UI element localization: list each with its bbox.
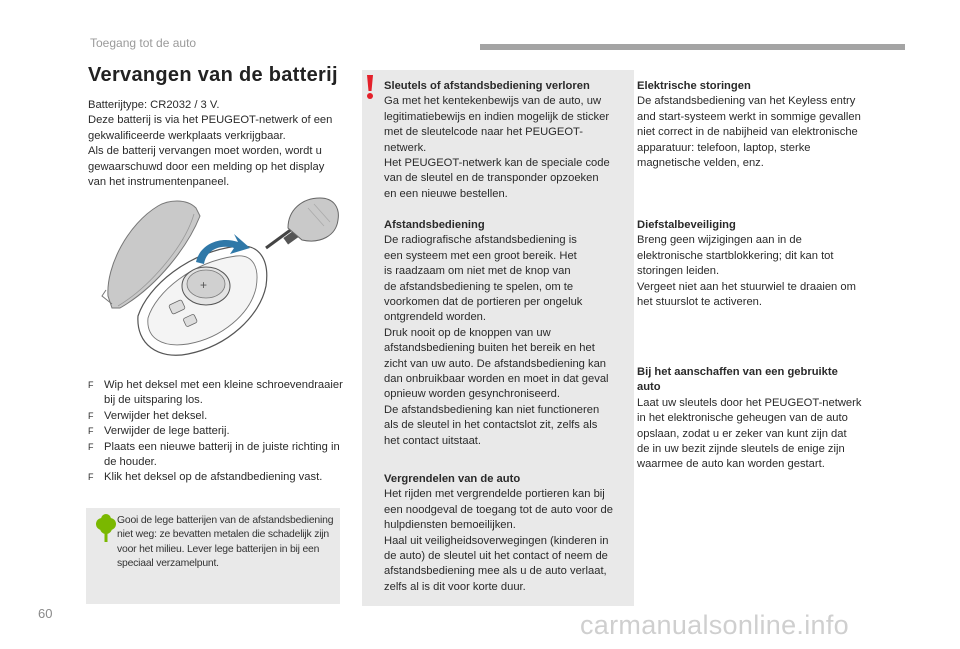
step-text: Verwijder de lege batterij. xyxy=(104,425,230,438)
step-item xyxy=(88,470,350,485)
step-item xyxy=(88,440,350,471)
step-text: Plaats een nieuwe batterij in de juiste richting in de houder. xyxy=(104,440,340,469)
locking-body: Het rijden met vergrendelde portieren kan bij een noodgeval de toegang tot de auto voor de hulpdiensten bemoeilijken. Haal uit veiligheidsoverwegingen (kinderen in de auto) de sleutel uit het contact of neem de afstandsbediening mee als u de auto verlaat, zelfs al is dit voor korte duur. xyxy=(384,488,613,593)
battery-type: Batterijtype: CR2032 / 3 V. xyxy=(88,99,220,111)
lost-keys-section xyxy=(384,79,634,202)
remote-heading: Afstandsbediening xyxy=(384,219,485,231)
header-bar xyxy=(480,44,905,50)
anti-theft-heading: Diefstalbeveiliging xyxy=(637,219,736,231)
step-bullet: F xyxy=(88,441,94,452)
purchase-heading: Bij het aanschaffen van een gebruikte auto xyxy=(637,366,838,394)
step-item xyxy=(88,378,350,409)
electrical-heading: Elektrische storingen xyxy=(637,80,751,92)
replacement-steps xyxy=(88,378,350,486)
section-header: Toegang tot de auto xyxy=(90,36,197,50)
tree-icon xyxy=(94,514,118,544)
battery-warning-text: Als de batterij vervangen moet worden, wordt u gewaarschuwd door een melding op het display van het instrumentenpaneel. xyxy=(88,145,325,189)
locking-section xyxy=(384,472,634,595)
anti-theft-section xyxy=(637,218,887,310)
step-text: Verwijder het deksel. xyxy=(104,409,208,422)
step-bullet: F xyxy=(88,472,94,483)
step-bullet: F xyxy=(88,426,94,437)
lost-keys-body: Ga met het kentekenbewijs van de auto, uw legitimatiebewijs en indien mogelijk de sticker met de sleutelcode naar het PEUGEOT- netwerk. Het PEUGEOT-netwerk kan de speciale code van de sleutel en de transponder opzoeken en een nieuwe bestellen. xyxy=(384,95,610,200)
svg-text:+: + xyxy=(200,278,208,292)
locking-heading: Vergrendelen van de auto xyxy=(384,473,521,485)
remote-body: De radiografische afstandsbediening is een systeem met een groot bereik. Het is raadzaam om niet met de knop van de afstandsbediening te spelen, om te voorkomen dat de portieren per ongeluk ontgrendeld worden. Druk nooit op de knoppen van uw afstandsbediening buiten het bereik en het zicht van uw auto. De afstandsbediening kan dan onbruikbaar worden en moet in dat geval opnieuw worden gesynchroniseerd. De afstandsbediening kan niet functioneren als de sleutel in het contactslot zit, zelfs als het contact uitstaat. xyxy=(384,234,609,447)
remote-section xyxy=(384,218,634,449)
step-text: Klik het deksel op de afstandbediening vast. xyxy=(104,471,323,484)
page-number: 60 xyxy=(38,606,53,621)
step-bullet: F xyxy=(88,410,94,421)
anti-theft-body: Breng geen wijzigingen aan in de elektronische startblokkering; dit kan tot storingen leiden. Vergeet niet aan het stuurwiel te draaien om het stuurslot te activeren. xyxy=(637,234,856,309)
intro-text xyxy=(88,98,343,190)
lost-keys-heading: Sleutels of afstandsbediening verloren xyxy=(384,80,590,92)
screwdriver-handle xyxy=(288,198,338,241)
step-bullet: F xyxy=(88,380,94,390)
step-item xyxy=(88,409,350,424)
electrical-section xyxy=(637,79,887,171)
purchase-section xyxy=(637,365,887,473)
battery-availability: Deze batterij is via het PEUGEOT-netwerk of een gekwalificeerde werkplaats verkrijgbaar. xyxy=(88,114,333,142)
step-item xyxy=(88,424,350,439)
step-text: Wip het deksel met een kleine schroevendraaier bij de uitsparing los. xyxy=(104,379,343,407)
warning-exclamation-icon xyxy=(364,74,376,100)
eco-note-text: Gooi de lege batterijen van de afstandsbediening niet weg: ze bevatten metalen die schadelijk zijn voor het milieu. Lever lege batterijen in bij een speciaal verzamelpunt. xyxy=(117,515,334,570)
purchase-body: Laat uw sleutels door het PEUGEOT-netwerk in het elektronische geheugen van de auto opslaan, zodat u er zeker van kunt zijn dat de in uw bezit zijnde sleutels de enige zijn waarmee de auto kan worden gestart. xyxy=(637,396,862,471)
watermark: carmanualsonline.info xyxy=(580,610,849,640)
key-fob-illustration xyxy=(88,196,340,362)
page-title: Vervangen van de batterij xyxy=(88,64,338,86)
electrical-body: De afstandsbediening van het Keyless entry and start-systeem werkt in sommige gevallen niet correct in de nabijheid van elektronische apparatuur: telefoon, laptop, sterke magnetische velden, enz. xyxy=(637,95,861,170)
